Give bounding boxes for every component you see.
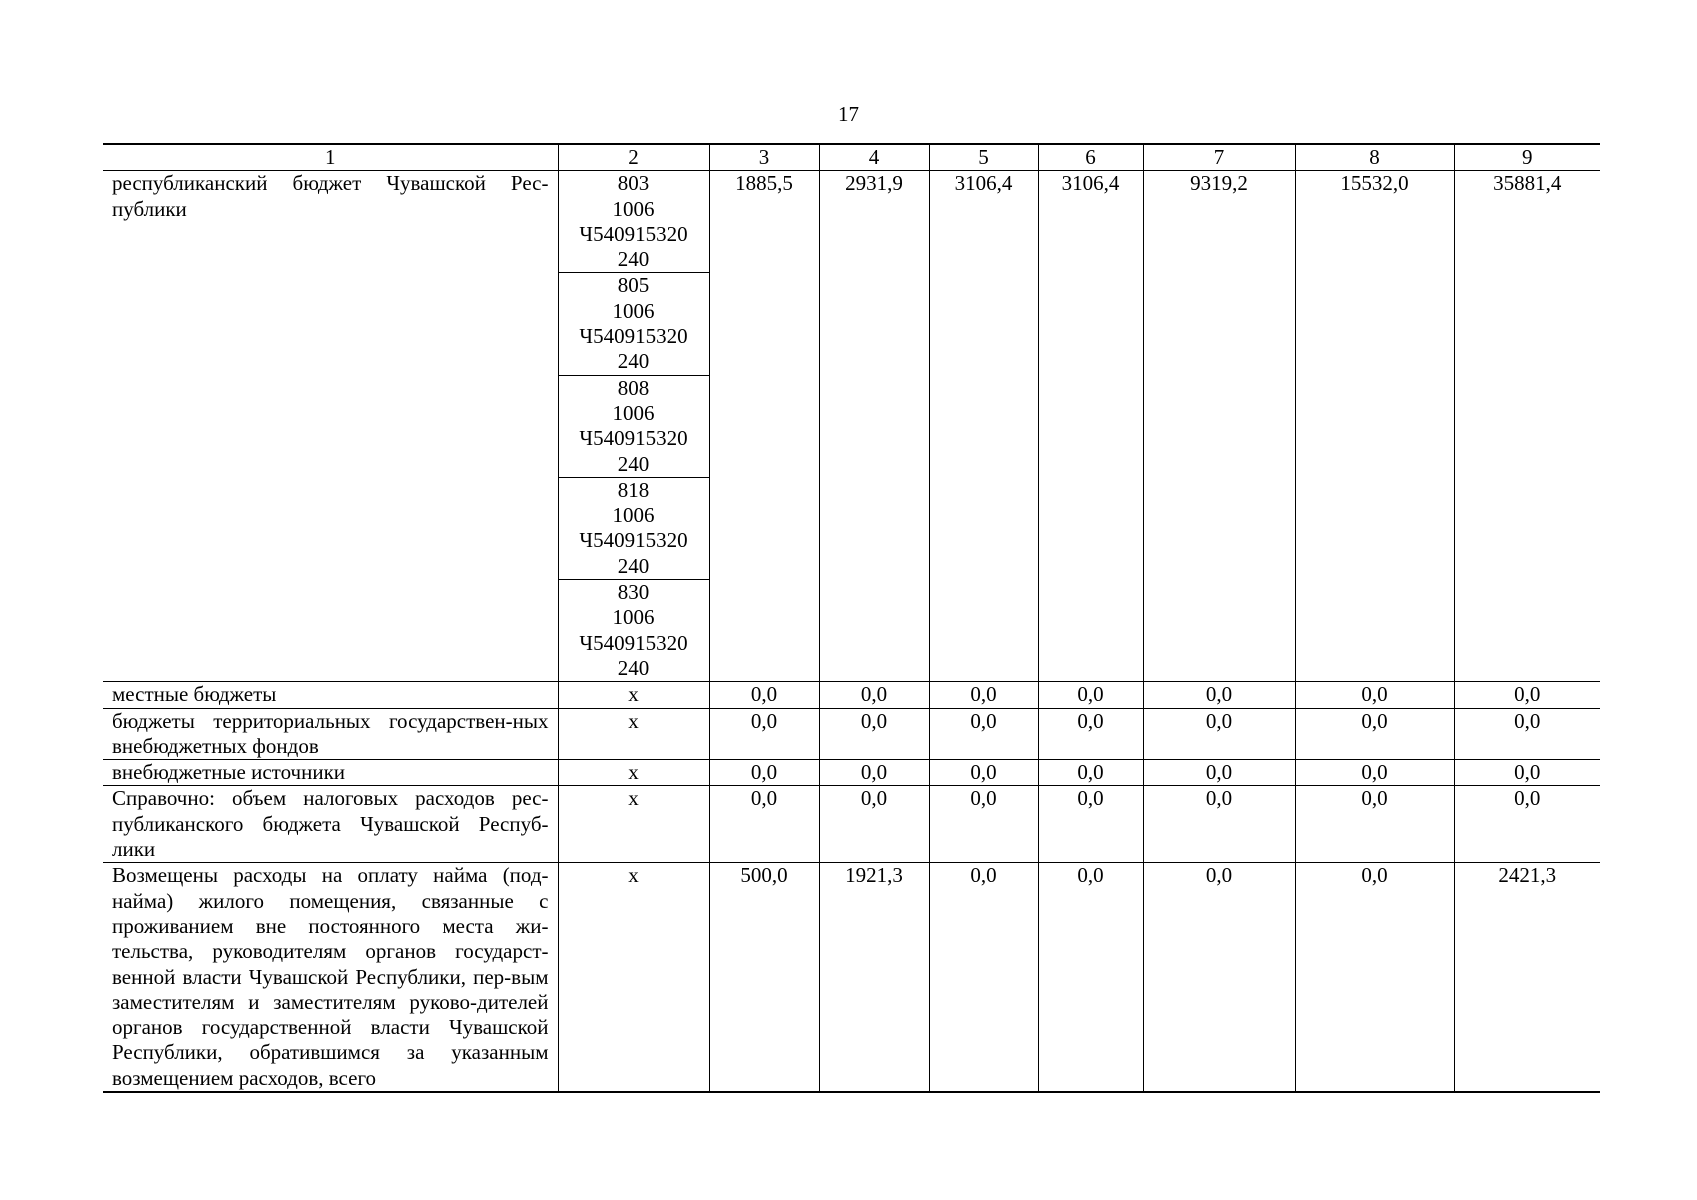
code-line: 830: [617, 580, 650, 605]
code-line: Ч540915320: [579, 324, 688, 349]
value-cell: 0,0: [1295, 786, 1454, 863]
value-cell: 1885,5: [709, 171, 819, 682]
budget-code-block: [559, 376, 709, 478]
code-line: 803: [617, 171, 650, 196]
table-row: [103, 863, 1600, 1092]
value-cell: 0,0: [929, 786, 1038, 863]
value-cell: 0,0: [929, 863, 1038, 1092]
value-cell: 0,0: [929, 760, 1038, 786]
value-cell: 15532,0: [1295, 171, 1454, 682]
row-label: внебюджетные источники: [103, 760, 558, 786]
value-cell: 0,0: [1038, 708, 1143, 760]
column-number: 4: [819, 144, 929, 171]
value-cell: 3106,4: [1038, 171, 1143, 682]
code-line: 808: [617, 375, 650, 400]
value-cell: 35881,4: [1454, 171, 1600, 682]
column-number: 7: [1143, 144, 1295, 171]
code-line: 1006: [612, 196, 655, 221]
value-cell: 0,0: [1295, 863, 1454, 1092]
value-cell: 0,0: [1295, 682, 1454, 708]
code-line: 240: [617, 349, 650, 374]
row-label: Справочно: объем налоговых расходов рес-публиканского бюджета Чувашской Респуб-лики: [103, 786, 558, 863]
value-cell: 0,0: [1295, 708, 1454, 760]
value-cell: 0,0: [709, 760, 819, 786]
column-number: 5: [929, 144, 1038, 171]
value-cell: 0,0: [929, 682, 1038, 708]
budget-code-block: [559, 171, 709, 273]
code-line: 1006: [612, 298, 655, 323]
code-cell: х: [558, 760, 709, 786]
value-cell: 0,0: [1454, 708, 1600, 760]
value-cell: 0,0: [1295, 760, 1454, 786]
code-line: 240: [617, 655, 650, 680]
value-cell: 0,0: [1143, 708, 1295, 760]
budget-code-block: [559, 478, 709, 580]
value-cell: 2931,9: [819, 171, 929, 682]
value-cell: 0,0: [709, 786, 819, 863]
column-number: 1: [103, 144, 558, 171]
row-label: республиканский бюджет Чувашской Рес-публики: [103, 171, 558, 682]
code-line: 1006: [612, 503, 655, 528]
table-row: [103, 682, 1600, 708]
value-cell: 3106,4: [929, 171, 1038, 682]
column-number: 6: [1038, 144, 1143, 171]
value-cell: 500,0: [709, 863, 819, 1092]
code-line: 818: [617, 477, 650, 502]
value-cell: 0,0: [929, 708, 1038, 760]
value-cell: 0,0: [819, 786, 929, 863]
page-number: 17: [838, 102, 859, 126]
budget-codes-cell: [558, 171, 709, 682]
value-cell: 0,0: [1454, 760, 1600, 786]
value-cell: 9319,2: [1143, 171, 1295, 682]
value-cell: 0,0: [819, 760, 929, 786]
value-cell: 0,0: [1454, 682, 1600, 708]
code-cell: х: [558, 863, 709, 1092]
value-cell: 0,0: [1143, 760, 1295, 786]
table-row: [103, 786, 1600, 863]
value-cell: 0,0: [1038, 863, 1143, 1092]
row-label: Возмещены расходы на оплату найма (под-найма) жилого помещения, связанные с проживанием вне постоянного места жи-тельства, руководителям органов государст-венной власти Чувашской Республики, пер-вым заместителям и заместителям руково-дителей органов государственной власти Чувашской Республики, обратившимся за указанным возмещением расходов, всего: [103, 863, 558, 1092]
table-row: [103, 760, 1600, 786]
table-row: [103, 708, 1600, 760]
value-cell: 0,0: [1143, 786, 1295, 863]
budget-code-block: [559, 273, 709, 375]
budget-code-block: [559, 580, 709, 681]
code-line: 240: [617, 247, 650, 272]
code-line: 805: [617, 273, 650, 298]
row-label: бюджеты территориальных государствен-ных внебюджетных фондов: [103, 708, 558, 760]
table-row: [103, 171, 1600, 682]
value-cell: 0,0: [1038, 682, 1143, 708]
value-cell: 0,0: [1454, 786, 1600, 863]
code-line: Ч540915320: [579, 426, 688, 451]
value-cell: 1921,3: [819, 863, 929, 1092]
code-line: Ч540915320: [579, 630, 688, 655]
column-number-row: [103, 144, 1600, 171]
value-cell: 0,0: [709, 682, 819, 708]
column-number: 8: [1295, 144, 1454, 171]
column-number: 2: [558, 144, 709, 171]
row-label: местные бюджеты: [103, 682, 558, 708]
value-cell: 0,0: [819, 708, 929, 760]
code-line: 1006: [612, 400, 655, 425]
code-line: 240: [617, 553, 650, 578]
value-cell: 0,0: [1143, 682, 1295, 708]
value-cell: 2421,3: [1454, 863, 1600, 1092]
value-cell: 0,0: [1143, 863, 1295, 1092]
value-cell: 0,0: [709, 708, 819, 760]
code-cell: х: [558, 786, 709, 863]
budget-table: [103, 143, 1600, 1093]
value-cell: 0,0: [1038, 786, 1143, 863]
code-line: 240: [617, 451, 650, 476]
code-cell: х: [558, 682, 709, 708]
column-number: 9: [1454, 144, 1600, 171]
code-cell: х: [558, 708, 709, 760]
value-cell: 0,0: [1038, 760, 1143, 786]
code-line: 1006: [612, 605, 655, 630]
code-line: Ч540915320: [579, 528, 688, 553]
column-number: 3: [709, 144, 819, 171]
code-line: Ч540915320: [579, 221, 688, 246]
value-cell: 0,0: [819, 682, 929, 708]
